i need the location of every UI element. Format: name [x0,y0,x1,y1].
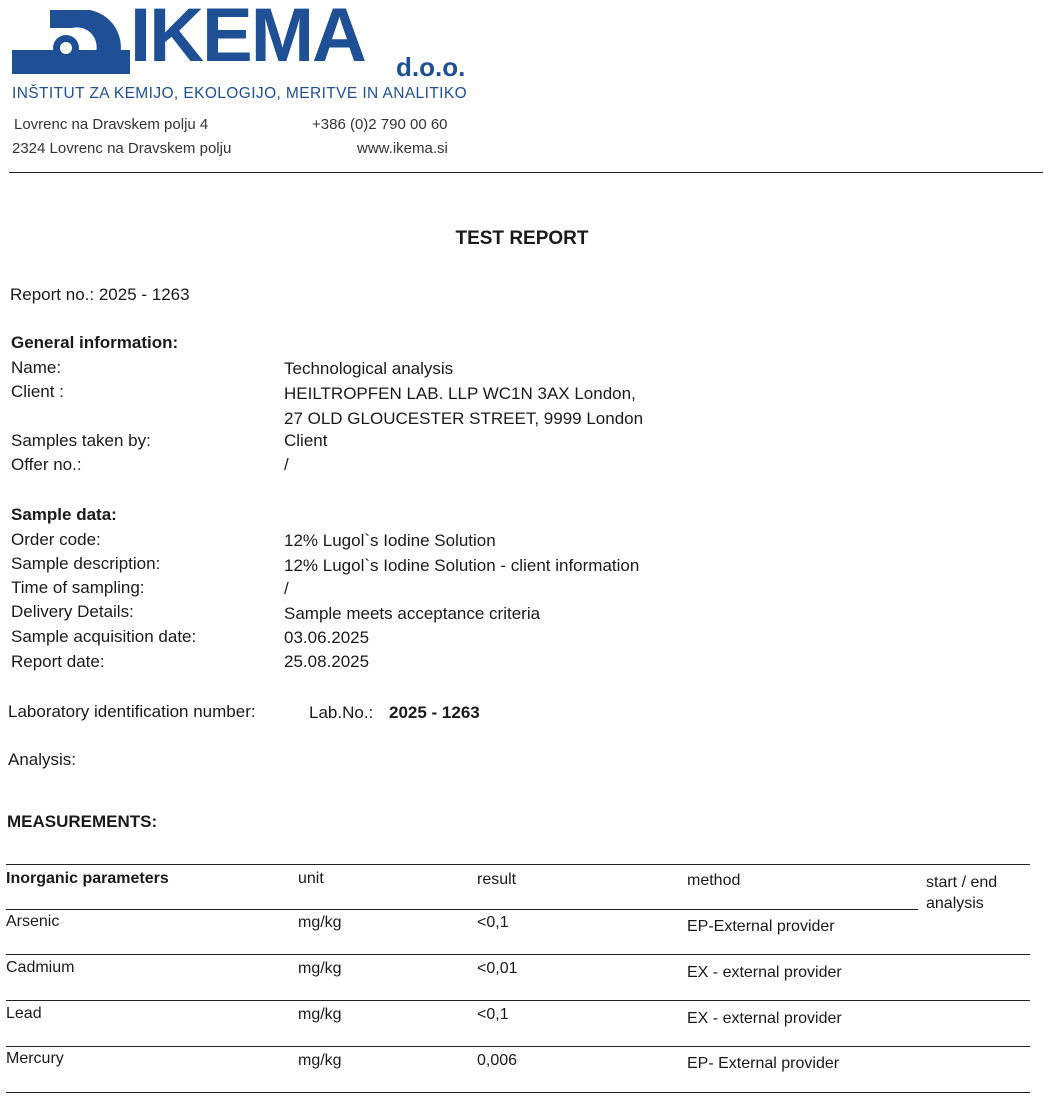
report-title: TEST REPORT [455,228,589,249]
table-row-rule [6,1000,1030,1001]
row-cadmium-parameter: Cadmium [6,959,75,976]
name-label: Name: [11,358,62,377]
sample-data-heading: Sample data: [11,505,117,524]
client-value-line1: HEILTROPFEN LAB. LLP WC1N 3AX London, [284,384,636,403]
general-info-heading: General information: [11,333,179,352]
header-divider [9,172,1043,173]
offer-value: / [284,455,289,474]
lab-no-value: 2025 - 1263 [389,703,480,722]
sample-description-label: Sample description: [11,554,161,573]
acquisition-date-value: 03.06.2025 [284,628,370,647]
row-arsenic-parameter: Arsenic [6,913,60,930]
col-header-method: method [687,872,741,889]
acquisition-date-label: Sample acquisition date: [11,627,197,646]
col-header-dates [926,872,997,914]
samples-taken-value: Client [284,431,328,450]
lab-id-label: Laboratory identification number: [8,702,256,721]
row-arsenic-method: EP-External provider [687,918,835,935]
phone-number: +386 (0)2 790 00 60 [312,116,448,133]
col-header-unit: unit [298,870,324,887]
logo-suffix: d.o.o. [396,52,466,82]
logo-wordmark: IKEMA [130,0,365,78]
row-lead-result: <0,1 [477,1006,509,1023]
analysis-label: Analysis: [8,750,77,769]
col-header-dates-line1: start / end [926,874,998,891]
row-mercury-method: EP- External provider [687,1055,840,1072]
offer-label: Offer no.: [11,455,82,474]
client-label: Client : [11,382,64,401]
order-code-label: Order code: [11,530,101,549]
ikema-logo-mark-icon [12,6,132,76]
table-row-rule [6,1046,1030,1047]
table-top-rule [6,864,1030,865]
row-mercury-parameter: Mercury [6,1050,64,1067]
col-header-result: result [477,871,517,888]
table-header-rule [6,909,918,910]
delivery-details-label: Delivery Details: [11,602,134,621]
report-date-value: 25.08.2025 [284,652,370,671]
address-line-1: Lovrenc na Dravskem polju 4 [14,116,209,133]
row-lead-unit: mg/kg [298,1006,342,1023]
col-header-dates-line2: analysis [926,895,984,912]
row-mercury-result: 0,006 [477,1052,518,1069]
name-value: Technological analysis [284,359,454,378]
address-line-2: 2324 Lovrenc na Dravskem polju [12,140,232,157]
order-code-value: 12% Lugol`s Iodine Solution [284,531,496,550]
lab-no-prefix: Lab.No.: [309,703,374,722]
report-date-label: Report date: [11,652,105,671]
measurements-heading: MEASUREMENTS: [7,812,158,831]
row-cadmium-result: <0,01 [477,960,518,977]
delivery-details-value: Sample meets acceptance criteria [284,604,541,623]
report-number: Report no.: 2025 - 1263 [10,285,190,304]
sample-description-value: 12% Lugol`s Iodine Solution - client information [284,556,640,575]
row-cadmium-unit: mg/kg [298,960,342,977]
col-header-parameter: Inorganic parameters [6,870,169,887]
row-mercury-unit: mg/kg [298,1052,342,1069]
row-arsenic-unit: mg/kg [298,914,342,931]
row-cadmium-method: EX - external provider [687,964,842,981]
table-bottom-rule [6,1092,1030,1093]
company-logo [12,0,482,84]
row-lead-method: EX - external provider [687,1010,842,1027]
client-value-line2: 27 OLD GLOUCESTER STREET, 9999 London [284,409,644,428]
website: www.ikema.si [357,140,448,157]
time-of-sampling-value: / [284,579,289,598]
time-of-sampling-label: Time of sampling: [11,578,145,597]
row-lead-parameter: Lead [6,1005,42,1022]
samples-taken-label: Samples taken by: [11,431,151,450]
institute-name: INŠTITUT ZA KEMIJO, EKOLOGIJO, MERITVE IN ANALITIKO [12,85,468,102]
table-row-rule [6,954,1030,955]
row-arsenic-result: <0,1 [477,914,509,931]
